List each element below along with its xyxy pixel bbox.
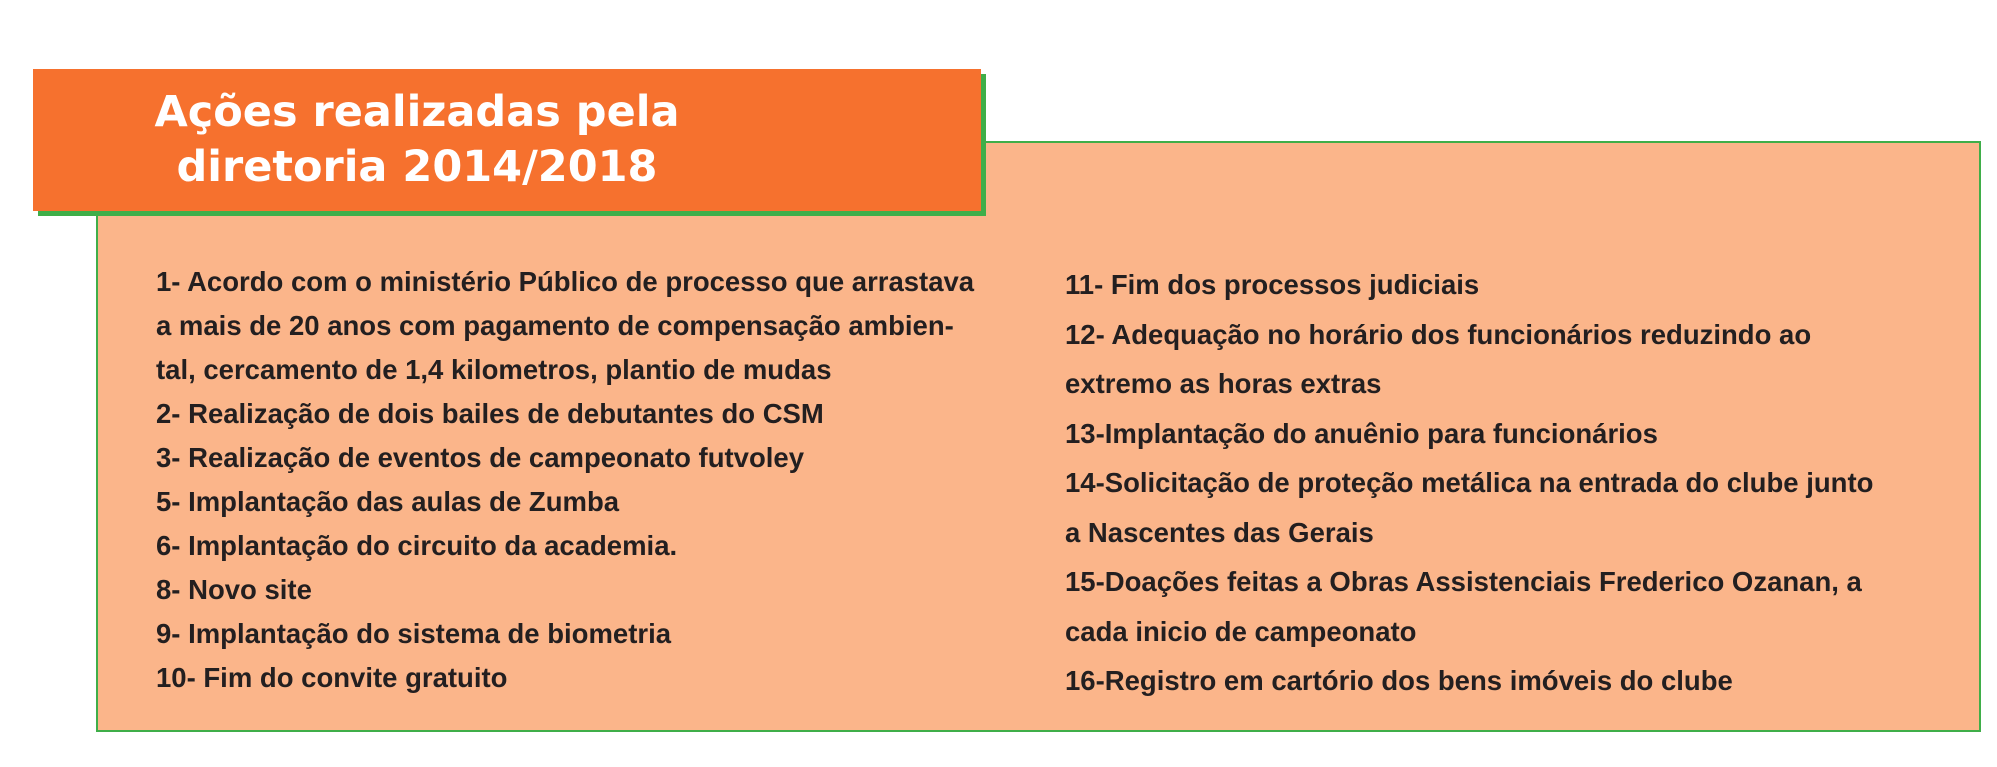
list-item: 13-Implantação do anuênio para funcionários <box>1065 417 1658 449</box>
list-item: 14-Solicitação de proteção metálica na entrada do clube junto <box>1065 467 1874 498</box>
list-item: 3- Realização de eventos de campeonato futvoley <box>156 442 804 473</box>
page-title <box>107 85 727 195</box>
actions-list-right <box>1065 260 1945 706</box>
list-item: tal, cercamento de 1,4 kilometros, plantio de mudas <box>156 354 832 385</box>
list-item: extremo as horas extras <box>1065 368 1382 399</box>
list-item: 9- Implantação do sistema de biometria <box>156 618 672 649</box>
title-banner <box>33 69 981 211</box>
list-item: 1- Acordo com o ministério Público de processo que arrastava <box>156 266 975 297</box>
list-item: 15-Doações feitas a Obras Assistenciais Frederico Ozanan, a <box>1065 566 1862 597</box>
list-item: 12- Adequação no horário dos funcionários reduzindo ao <box>1065 318 1812 350</box>
list-item: 10- Fim do convite gratuito <box>156 662 508 693</box>
list-item: a mais de 20 anos com pagamento de compensação ambien- <box>156 310 954 341</box>
list-item: 2- Realização de dois bailes de debutantes do CSM <box>156 398 824 429</box>
list-item: 16-Registro em cartório dos bens imóveis do clube <box>1065 665 1733 696</box>
list-item: 5- Implantação das aulas de Zumba <box>156 486 620 517</box>
list-item: cada inicio de campeonato <box>1065 615 1417 647</box>
title-line-1: Ações realizadas pela <box>154 87 680 137</box>
list-item: 6- Implantação do circuito da academia. <box>156 530 678 561</box>
list-item: 8- Novo site <box>156 574 312 605</box>
list-item: a Nascentes das Gerais <box>1065 516 1374 548</box>
actions-list-left <box>156 260 1016 700</box>
title-line-2: diretoria 2014/2018 <box>176 142 658 192</box>
list-item: 11- Fim dos processos judiciais <box>1065 269 1480 300</box>
